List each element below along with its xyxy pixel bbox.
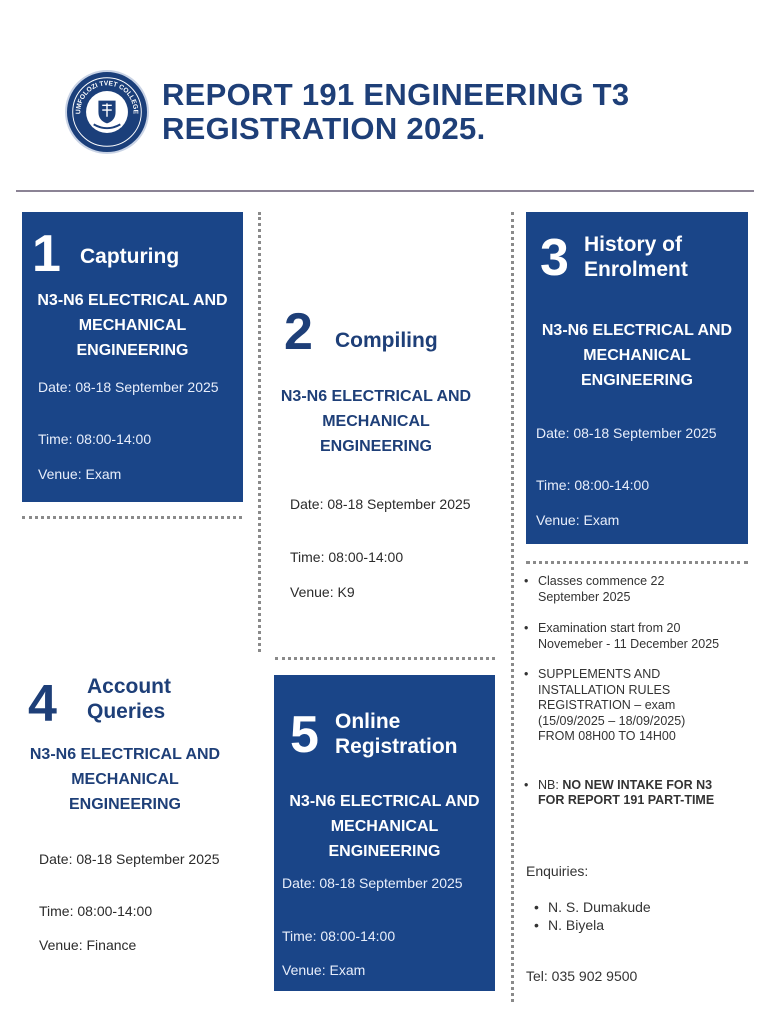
step-time: Time: 08:00-14:00: [282, 928, 396, 944]
programme-name: N3-N6 ELECTRICAL AND MECHANICAL ENGINEERING: [541, 322, 733, 389]
step-title: Account Queries: [87, 675, 171, 723]
page-title: REPORT 191 ENGINEERING T3 REGISTRATION 2025.: [162, 77, 630, 146]
step-title: Compiling: [335, 329, 438, 352]
step-date: Date: 08-18 September 2025: [282, 875, 463, 891]
step-time: Time: 08:00-14:00: [536, 477, 650, 493]
enquiries-label: Enquiries:: [526, 863, 589, 879]
college-logo: [65, 70, 149, 154]
divider-card1: [22, 516, 242, 519]
divider-col1: [258, 212, 261, 652]
step-date: Date: 08-18 September 2025: [536, 425, 717, 441]
programme-name: N3-N6 ELECTRICAL AND MECHANICAL ENGINEERING: [29, 746, 221, 813]
note-classes: • Classes commence 22 September 2025: [524, 574, 720, 605]
divider-card2: [275, 657, 495, 660]
step-date: Date: 08-18 September 2025: [290, 496, 471, 512]
step-time: Time: 08:00-14:00: [38, 431, 152, 447]
step-number: 3: [540, 229, 569, 287]
step-card-capturing: [22, 212, 243, 502]
programme-name: N3-N6 ELECTRICAL AND MECHANICAL ENGINEERING: [280, 388, 472, 455]
step-card-online-registration: [274, 675, 495, 991]
step-date: Date: 08-18 September 2025: [38, 379, 219, 395]
step-number: 5: [290, 706, 319, 764]
telephone: Tel: 035 902 9500: [526, 968, 638, 984]
step-time: Time: 08:00-14:00: [290, 549, 404, 565]
step-title: Capturing: [80, 245, 180, 268]
step-venue: Venue: Exam: [38, 466, 122, 482]
step-card-compiling: [268, 300, 504, 610]
step-venue: Venue: Exam: [282, 962, 366, 978]
step-card-account-queries: [14, 670, 250, 970]
note-nb: • NB: NO NEW INTAKE FOR N3 FOR REPORT 191 PART-TIME: [524, 778, 720, 809]
contact-name: • N. Biyela: [534, 916, 651, 934]
note-supplements: • SUPPLEMENTS AND INSTALLATION RULES REGISTRATION – exam (15/09/2025 – 18/09/2025) FROM 08H00 TO 14H00: [524, 667, 720, 745]
step-venue: Venue: Exam: [536, 512, 620, 528]
header-divider: [16, 190, 754, 192]
step-number: 1: [32, 225, 61, 283]
step-number: 4: [28, 675, 57, 733]
contact-name: • N. S. Dumakude: [534, 898, 651, 916]
programme-name: N3-N6 ELECTRICAL AND MECHANICAL ENGINEERING: [37, 292, 228, 359]
step-number: 2: [284, 303, 313, 361]
step-card-history-of-enrolment: [526, 212, 748, 544]
divider-card3: [526, 561, 748, 564]
divider-col2: [511, 212, 514, 1002]
step-title: History of Enrolment: [584, 233, 688, 281]
step-venue: Venue: K9: [290, 584, 355, 600]
svg-text:UMFOLOZI TVET COLLEGE: UMFOLOZI TVET COLLEGE: [75, 80, 139, 115]
step-time: Time: 08:00-14:00: [39, 903, 153, 919]
step-venue: Venue: Finance: [39, 937, 137, 953]
note-exams: • Examination start from 20 Novemeber - 11 December 2025: [524, 621, 720, 652]
contact-list: [534, 898, 651, 934]
notes-list: [524, 574, 720, 809]
step-title: Online Registration: [335, 710, 458, 758]
step-date: Date: 08-18 September 2025: [39, 851, 220, 867]
programme-name: N3-N6 ELECTRICAL AND MECHANICAL ENGINEERING: [289, 793, 480, 860]
